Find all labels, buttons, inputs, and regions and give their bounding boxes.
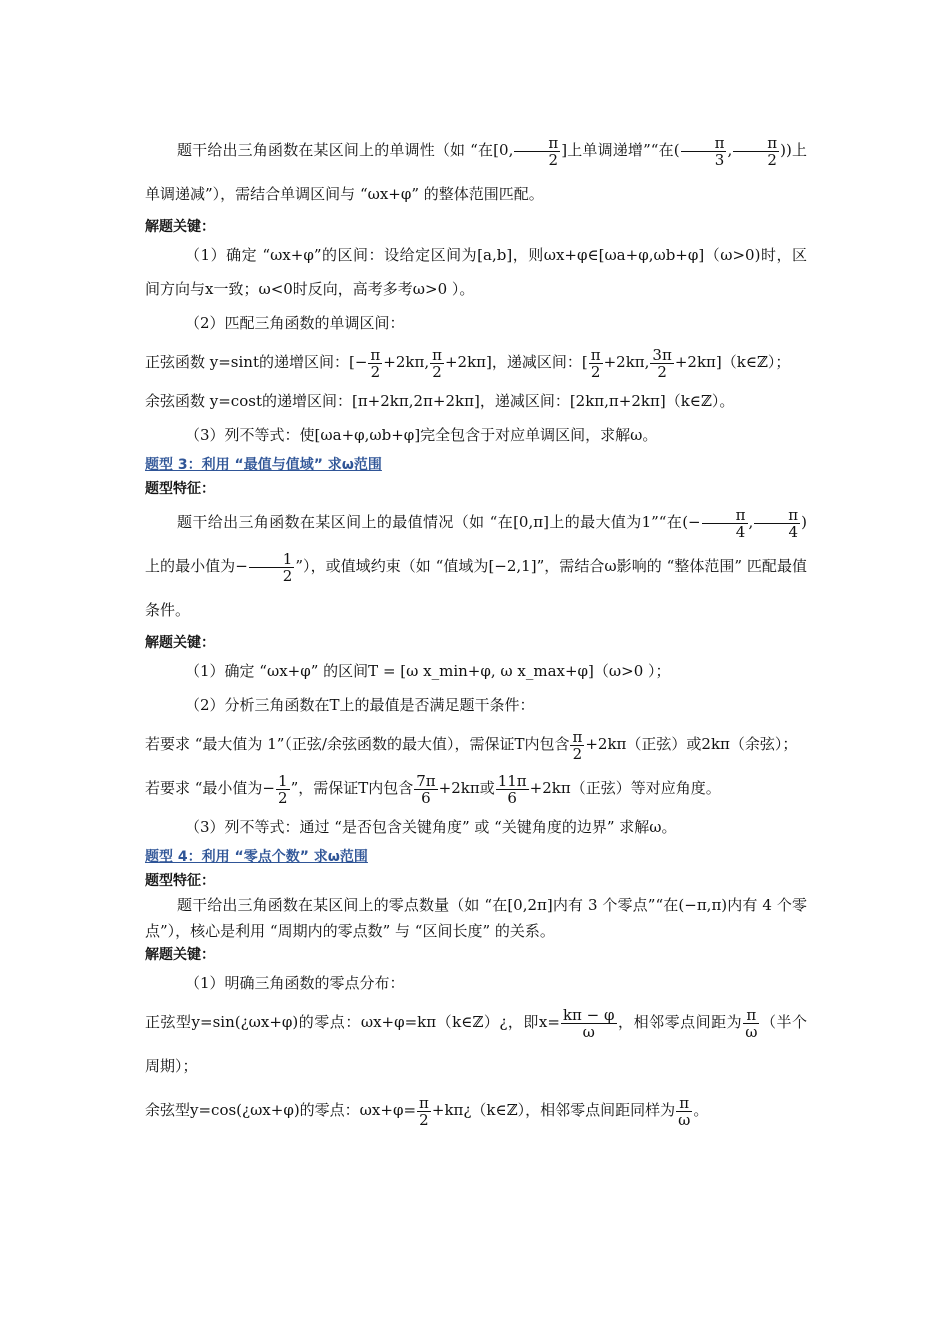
fraction [754,507,800,540]
numerator: kπ − φ [562,1005,615,1024]
text-run: +2kπ（正弦）或2kπ（余弦）； [585,735,798,753]
text-run: +kπ¿（k∈ℤ），相邻零点间距同样为 [431,1101,676,1119]
denominator: 2 [572,744,583,763]
denominator: 2 [590,362,601,381]
denominator: 2 [419,1110,429,1129]
fraction [514,135,560,168]
text-run: ”），或值域约束（如 “值域为[−2,1]”，需结合ω影响的 “整体范围” 匹配最值条件。 [145,557,807,619]
feature-label: 题型特征： [145,873,215,889]
denominator: 4 [735,522,746,541]
numerator: π [590,345,601,364]
numerator: π [514,135,560,152]
numerator: π [743,1007,759,1024]
type4-key-2 [145,1000,807,1088]
type3-key-1: （1）确定 “ωx+φ” 的区间T = [ω x_min+φ, ω x_max+φ]（ω>0 ）； [185,662,671,680]
fraction [496,773,529,806]
denominator: ω [582,1022,595,1041]
denominator: 2 [432,362,442,381]
text-run: , [727,141,733,159]
text-run: 题干给出三角函数在某区间上的最值情况（如 “在[0,π]上的最大值为1”“在(− [177,513,701,531]
denominator: 2 [282,566,293,585]
type4-key-1: （1）明确三角函数的零点分布： [185,974,405,992]
numerator: π [676,1095,692,1112]
text-run: 正弦函数 y=sint的递增区间：[− [145,353,368,371]
denominator: 2 [370,362,381,381]
sine-intervals [145,340,807,384]
text-run: +2kπ]，递减区间：[ [444,353,588,371]
denominator: 3 [714,150,725,169]
numerator: 1 [249,551,295,568]
text-run: +2kπ, [603,353,650,371]
document-page [145,128,807,1132]
key-step-3: （3）列不等式：使[ωa+φ,ωb+φ]完全包含于对应单调区间，求解ω。 [185,426,658,444]
type4-key-3 [145,1088,807,1132]
numerator: π [572,727,583,746]
fraction [676,1095,692,1128]
section-heading-type3: 题型 3：利用 “最值与值域” 求ω范围 [145,457,382,473]
text-run: +2kπ, [383,353,430,371]
text-run: )上的最小值为− [145,513,807,575]
numerator: 3π [652,345,672,364]
key-label: 解题关键： [145,635,215,651]
numerator: π [733,135,779,152]
text-run: 余弦型y=cos(¿ωx+φ)的零点：ωx+φ= [145,1101,417,1119]
fraction [681,135,727,168]
text-run: （半个周期）； [145,1013,807,1075]
text-run: ”，需保证T内包含 [290,779,414,797]
intro-paragraph [145,128,807,216]
denominator: ω [745,1022,758,1041]
section-heading-type4: 题型 4：利用 “零点个数” 求ω范围 [145,849,368,865]
fraction [650,347,673,380]
fraction [702,507,748,540]
numerator: 7π [416,771,436,790]
text-run: 。 [693,1101,709,1119]
type3-key-2: （2）分析三角函数在T上的最值是否满足题干条件： [185,696,535,714]
text-run: ))上单调递减”），需结合单调区间与 “ωx+φ” 的整体范围匹配。 [145,141,807,203]
numerator: π [370,345,381,364]
text-run: +2kπ]（k∈ℤ）； [674,353,791,371]
type3-key-3 [145,722,807,766]
fraction [417,1095,431,1128]
denominator: ω [678,1110,691,1129]
numerator: π [754,507,800,524]
numerator: π [419,1093,429,1112]
text-run: 若要求 “最大值为 1”（正弦/余弦函数的最大值），需保证T内包含 [145,735,570,753]
key-step-2: （2）匹配三角函数的单调区间： [185,314,405,332]
fraction [368,347,382,380]
text-run: +2kπ或 [438,779,495,797]
fraction [276,773,290,806]
denominator: 6 [421,788,431,807]
key-label: 解题关键： [145,947,215,963]
numerator: π [681,135,727,152]
denominator: 6 [507,788,517,807]
key-step-1: （1）确定 “ωx+φ”的区间：设给定区间为[a,b]，则ωx+φ∈[ωa+φ,ωb+φ]（ω>0)时，区间方向与x一致；ω<0时反向，高考多考ω>0 ）。 [145,246,807,298]
fraction [249,551,295,584]
numerator: π [702,507,748,524]
text-run: 若要求 “最小值为− [145,779,276,797]
fraction [743,1007,759,1040]
denominator: 2 [278,788,288,807]
text-run: 题干给出三角函数在某区间上的单调性（如 “在[0, [177,141,514,159]
type4-feature: 题干给出三角函数在某区间上的零点数量（如 “在[0,2π]内有 3 个零点”“在(−π,π)内有 4 个零点”），核心是利用 “周期内的零点数” 与 “区间长度” 的关系。 [145,896,807,940]
text-run: ，相邻零点间距为 [617,1013,743,1031]
text-run: , [748,513,754,531]
numerator: 1 [278,771,288,790]
key-label: 解题关键： [145,219,215,235]
cosine-intervals: 余弦函数 y=cost的递增区间：[π+2kπ,2π+2kπ]，递减区间：[2kπ,π+2kπ]（k∈ℤ）。 [145,392,735,410]
fraction [570,729,584,762]
feature-label: 题型特征： [145,481,215,497]
numerator: π [432,345,442,364]
fraction [733,135,779,168]
fraction [414,773,437,806]
type3-feature [145,500,807,632]
denominator: 2 [548,150,559,169]
numerator: 11π [497,771,527,790]
text-run: ]上单调递增”“在( [561,141,680,159]
type3-key-5: （3）列不等式：通过 “是否包含关键角度” 或 “关键角度的边界” 求解ω。 [185,818,677,836]
denominator: 2 [657,362,667,381]
type3-key-4 [145,766,807,810]
denominator: 2 [767,150,777,169]
text-run: +2kπ（正弦）等对应角度。 [529,779,721,797]
text-run: 正弦型y=sin(¿ωx+φ)的零点：ωx+φ=kπ（k∈ℤ）¿，即x= [145,1013,560,1031]
fraction [561,1007,617,1040]
fraction [430,347,444,380]
denominator: 4 [788,522,798,541]
fraction [589,347,603,380]
